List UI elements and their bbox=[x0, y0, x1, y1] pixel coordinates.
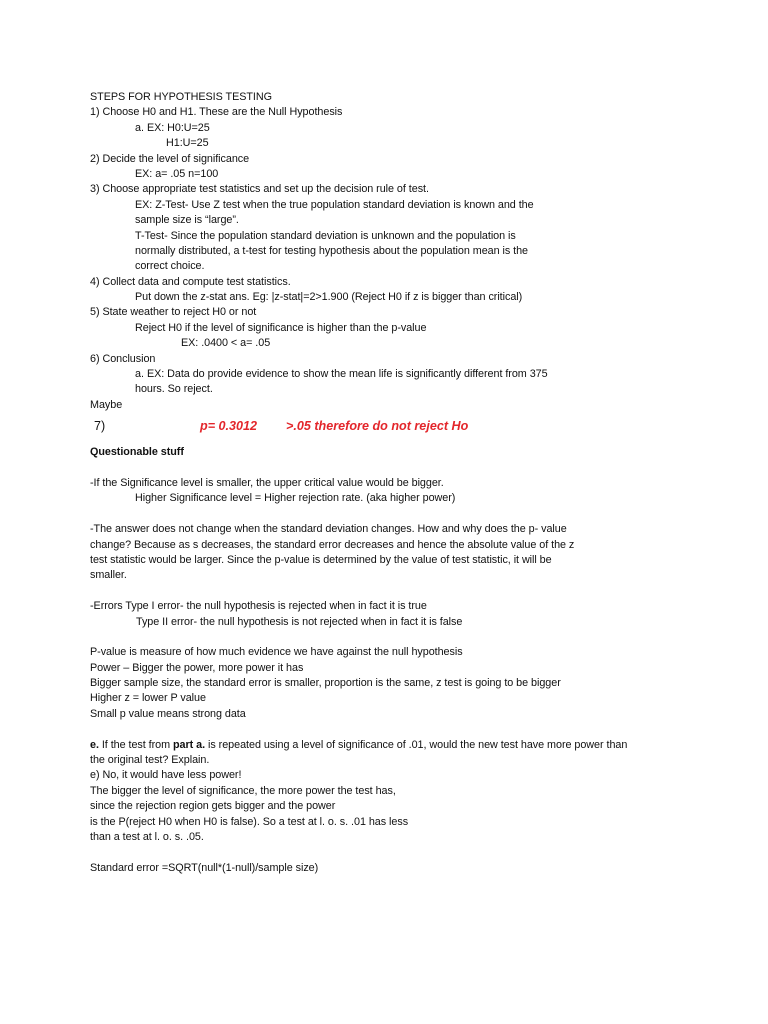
step-1-example bbox=[90, 121, 730, 136]
questionable-1: -If the Significance level is smaller, the upper critical value would be bigger. bbox=[90, 476, 444, 489]
question-e-text-1: If the test from bbox=[98, 738, 174, 751]
maybe-label: Maybe bbox=[90, 398, 123, 411]
answer-e-line-4: is the P(reject H0 when H0 is false). So a test at l. o. s. .01 has less bbox=[90, 815, 409, 828]
higher-z-note: Higher z = lower P value bbox=[90, 692, 206, 705]
standard-error-formula: Standard error =SQRT(null*(1-null)/sample size) bbox=[90, 861, 319, 874]
answer-e-line-5: than a test at l. o. s. .05. bbox=[90, 830, 204, 843]
questionable-1b: Higher Significance level = Higher rejection rate. (aka higher power) bbox=[135, 492, 456, 505]
step-4-detail: Put down the z-stat ans. Eg: |z-stat|=2>1.900 (Reject H0 if z is bigger than critical) bbox=[135, 291, 523, 304]
step-5-detail: Reject H0 if the level of significance is higher than the p-value bbox=[135, 321, 427, 334]
step-5-example: EX: .0400 < a= .05 bbox=[181, 337, 271, 350]
answer-e-line-2: The bigger the level of significance, the more power the test has, bbox=[90, 784, 396, 797]
questionable-2b: change? Because as s decreases, the standard error decreases and hence the absolute value of the z bbox=[90, 538, 575, 551]
document-page bbox=[90, 90, 730, 876]
step-4: 4) Collect data and compute test statistics. bbox=[90, 275, 291, 288]
step-2-example: EX: a= .05 n=100 bbox=[135, 167, 219, 180]
power-note: Power – Bigger the power, more power it has bbox=[90, 661, 304, 674]
step-7-conclusion: >.05 therefore do not reject Ho bbox=[286, 419, 469, 434]
list-label: a. bbox=[135, 121, 144, 134]
step-3-ttest-3: correct choice. bbox=[135, 260, 205, 273]
question-e-part-ref: part a. bbox=[173, 738, 206, 751]
step-1: 1) Choose H0 and H1. These are the Null Hypothesis bbox=[90, 106, 343, 119]
step-7-p-value: p= 0.3012 bbox=[200, 419, 258, 434]
step-2: 2) Decide the level of significance bbox=[90, 152, 250, 165]
answer-e: e) No, it would have less power! bbox=[90, 769, 242, 782]
step-3-ztest-1: EX: Z-Test- Use Z test when the true population standard deviation is known and the bbox=[135, 198, 534, 211]
step-5: 5) State weather to reject H0 or not bbox=[90, 306, 257, 319]
step-6: 6) Conclusion bbox=[90, 352, 156, 365]
question-e-text-2: is repeated using a level of significance of .01, would the new test have more power than bbox=[205, 738, 628, 751]
step-6-example-2: hours. So reject. bbox=[135, 383, 213, 396]
step-7-number: 7) bbox=[94, 419, 106, 434]
step-1-h0: EX: H0:U=25 bbox=[146, 121, 210, 134]
question-e bbox=[90, 738, 730, 753]
step-7 bbox=[90, 415, 730, 437]
questionable-2c: test statistic would be larger. Since the p-value is determined by the value of test statistic, it will be bbox=[90, 553, 552, 566]
questionable-heading: Questionable stuff bbox=[90, 446, 184, 459]
errors-type-1: -Errors Type I error- the null hypothesis is rejected when in fact it is true bbox=[90, 600, 427, 613]
step-6-example bbox=[90, 367, 730, 382]
step-3: 3) Choose appropriate test statistics and set up the decision rule of test. bbox=[90, 183, 429, 196]
answer-e-line-3: since the rejection region gets bigger and the power bbox=[90, 800, 336, 813]
step-3-ttest-2: normally distributed, a t-test for testing hypothesis about the population mean is the bbox=[135, 244, 529, 257]
question-e-label: e. bbox=[90, 738, 99, 751]
list-label: a. bbox=[135, 368, 144, 381]
sample-size-note: Bigger sample size, the standard error is smaller, proportion is the same, z test is going to be bigger bbox=[90, 677, 561, 690]
step-3-ttest-1: T-Test- Since the population standard deviation is unknown and the population is bbox=[135, 229, 516, 242]
questionable-2d: smaller. bbox=[90, 569, 127, 582]
pvalue-note: P-value is measure of how much evidence we have against the null hypothesis bbox=[90, 646, 463, 659]
question-e-line-2: the original test? Explain. bbox=[90, 754, 210, 767]
errors-type-2: Type II error- the null hypothesis is not rejected when in fact it is false bbox=[136, 615, 463, 628]
step-6-example-text: EX: Data do provide evidence to show the mean life is significantly different from 375 bbox=[146, 368, 548, 381]
step-1-h1: H1:U=25 bbox=[166, 137, 209, 150]
step-3-ztest-2: sample size is “large”. bbox=[135, 214, 239, 227]
small-p-note: Small p value means strong data bbox=[90, 707, 246, 720]
questionable-2a: -The answer does not change when the standard deviation changes. How and why does the p- value bbox=[90, 523, 567, 536]
doc-title: STEPS FOR HYPOTHESIS TESTING bbox=[90, 91, 272, 103]
